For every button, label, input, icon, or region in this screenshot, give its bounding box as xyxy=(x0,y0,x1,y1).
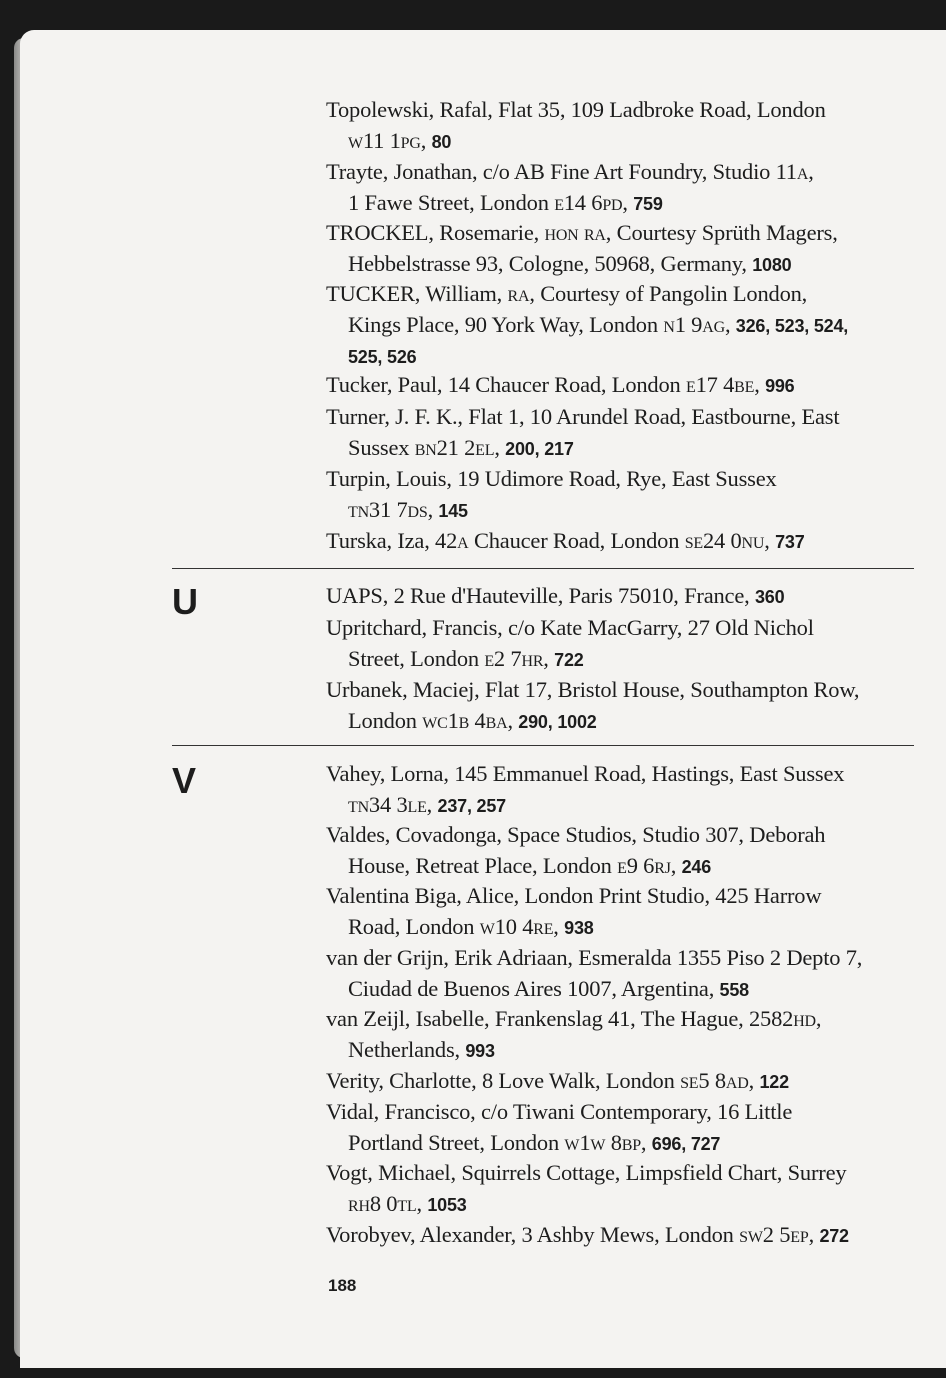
index-entry: UAPS, 2 Rue d'Hauteville, Paris 75010, France, 360 xyxy=(326,583,785,608)
index-entry: Tucker, Paul, 14 Chaucer Road, London e17 4be, 996 xyxy=(326,372,795,397)
index-entry: van Zeijl, Isabelle, Frankenslag 41, The Hague, 2582hd, Netherlands, 993 xyxy=(326,1006,822,1062)
index-entry: Vogt, Michael, Squirrels Cottage, Limpsfield Chart, Surrey rh8 0tl, 1053 xyxy=(326,1160,847,1216)
section-letter-u: U xyxy=(172,581,198,622)
index-entry: van der Grijn, Erik Adriaan, Esmeralda 1355 Piso 2 Depto 7, Ciudad de Buenos Aires 1007, Argentina, 558 xyxy=(326,945,863,1001)
index-entry: Trayte, Jonathan, c/o AB Fine Art Foundry, Studio 11a, 1 Fawe Street, London e14 6pd, 759 xyxy=(326,159,814,215)
page-number: 188 xyxy=(328,1276,357,1295)
section-divider xyxy=(172,568,914,569)
section-letter-v: V xyxy=(172,760,197,801)
index-entry: Topolewski, Rafal, Flat 35, 109 Ladbroke Road, London w11 1pg, 80 xyxy=(326,97,826,153)
index-entry: Valentina Biga, Alice, London Print Studio, 425 Harrow Road, London w10 4re, 938 xyxy=(326,883,822,939)
index-entry: Turpin, Louis, 19 Udimore Road, Rye, East Sussex tn31 7ds, 145 xyxy=(326,466,777,522)
index-entry: Turner, J. F. K., Flat 1, 10 Arundel Road, Eastbourne, East Sussex bn21 2el, 200, 217 xyxy=(326,404,840,460)
index-entry: TUCKER, William, ra, Courtesy of Pangolin London, Kings Place, 90 York Way, London n1 9ag, 326, 523, 524, 525, 526 xyxy=(326,281,849,367)
index-entry: Upritchard, Francis, c/o Kate MacGarry, 27 Old Nichol Street, London e2 7hr, 722 xyxy=(326,615,814,671)
index-entry: Verity, Charlotte, 8 Love Walk, London se5 8ad, 122 xyxy=(326,1068,789,1093)
index-entry: Turska, Iza, 42a Chaucer Road, London se24 0nu, 737 xyxy=(326,528,805,553)
index-entry: Vorobyev, Alexander, 3 Ashby Mews, London sw2 5ep, 272 xyxy=(326,1222,849,1247)
index-entry: TROCKEL, Rosemarie, hon ra, Courtesy Sprüth Magers, Hebbelstrasse 93, Cologne, 50968, Germany, 1080 xyxy=(326,220,838,276)
index-entry: Urbanek, Maciej, Flat 17, Bristol House, Southampton Row, London wc1b 4ba, 290, 1002 xyxy=(326,677,860,733)
section-divider xyxy=(172,745,914,746)
index-entry: Valdes, Covadonga, Space Studios, Studio 307, Deborah House, Retreat Place, London e9 6rj, 246 xyxy=(326,822,826,878)
index-entry: Vahey, Lorna, 145 Emmanuel Road, Hastings, East Sussex tn34 3le, 237, 257 xyxy=(326,761,845,817)
index-entry: Vidal, Francisco, c/o Tiwani Contemporary, 16 Little Portland Street, London w1w 8bp, 696, 727 xyxy=(326,1099,793,1155)
